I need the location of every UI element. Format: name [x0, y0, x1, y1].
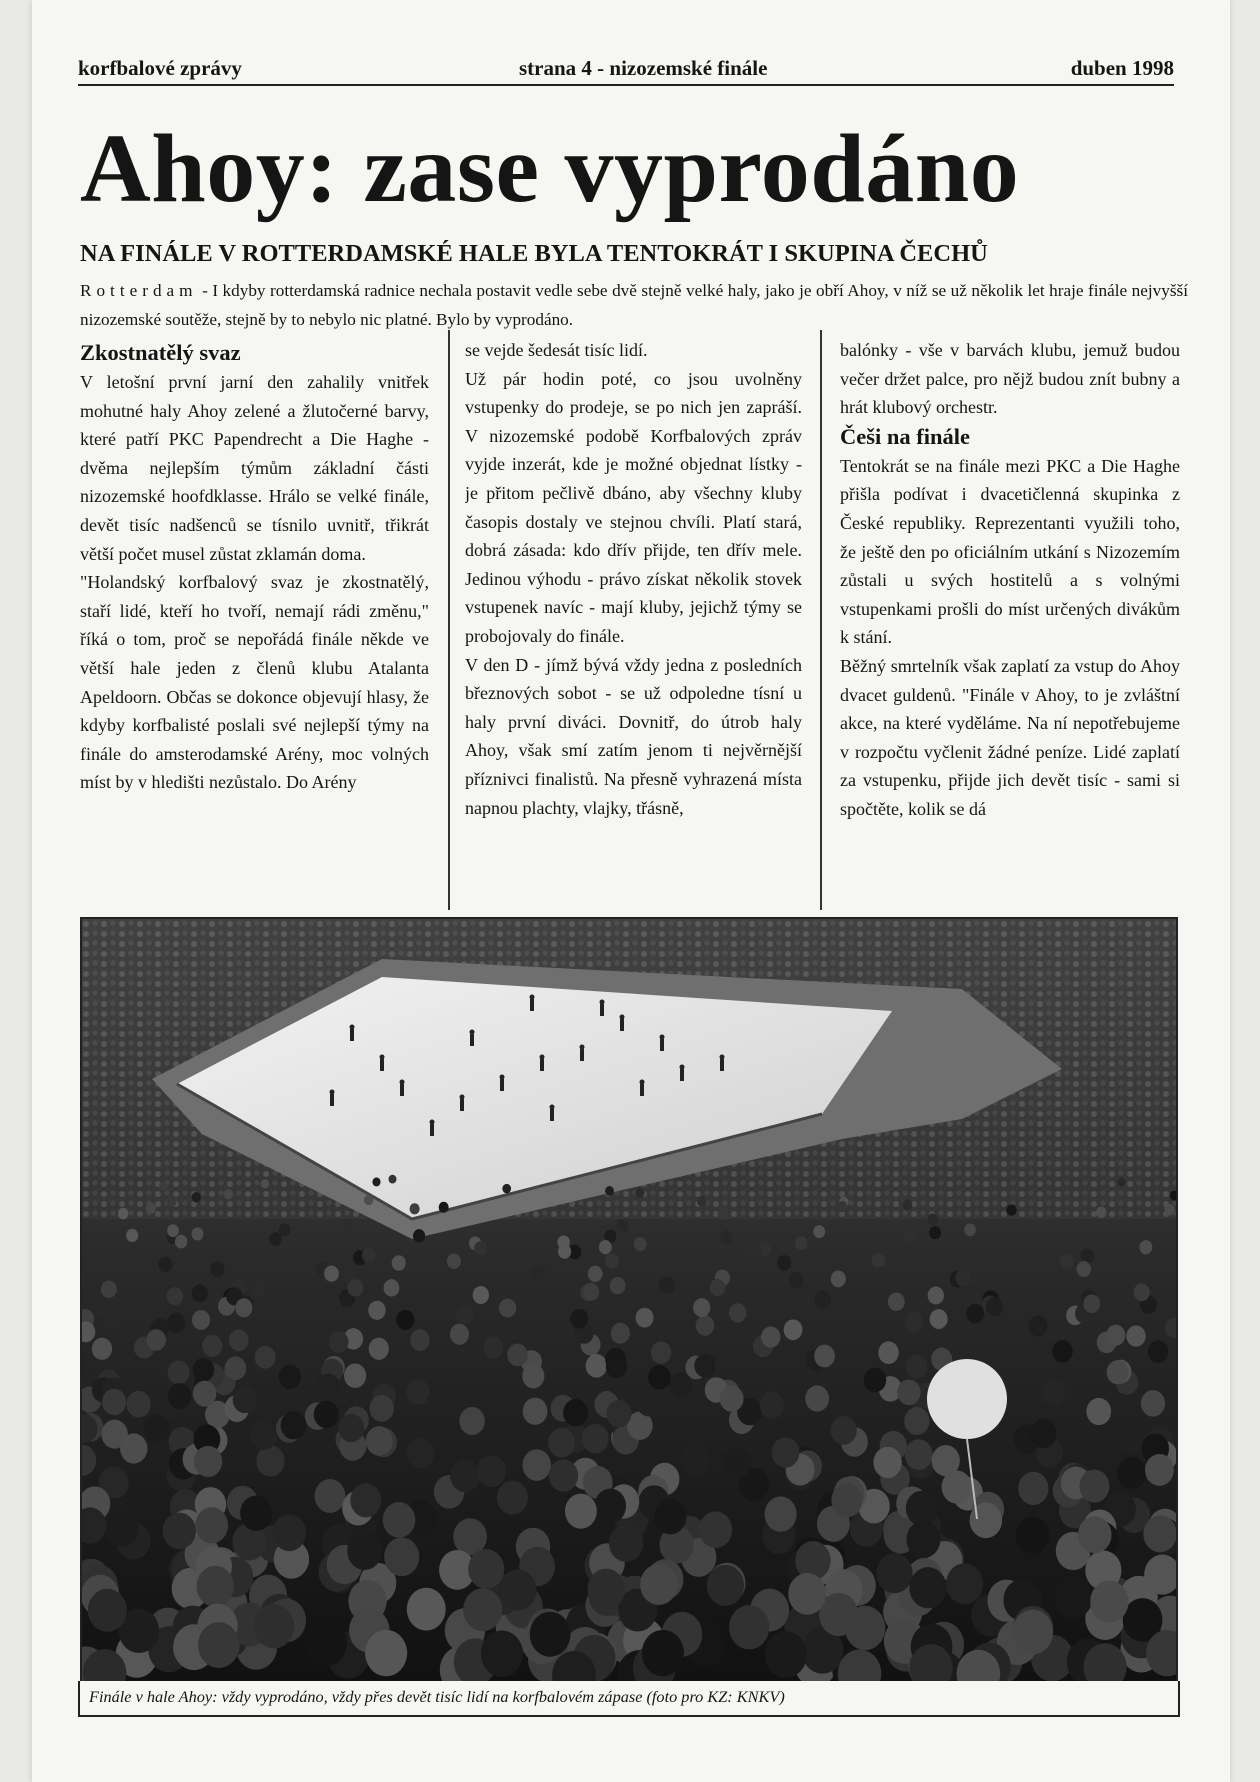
- spectator-head: [634, 1237, 647, 1251]
- spectator-head: [1107, 1360, 1129, 1384]
- spectator-head: [102, 1314, 120, 1334]
- spectator-head: [696, 1315, 715, 1335]
- spectator-head: [599, 1240, 612, 1254]
- spectator-head: [878, 1341, 899, 1364]
- spectator-head: [314, 1401, 339, 1428]
- spectator-head: [256, 1445, 284, 1476]
- spectator-head: [102, 1389, 126, 1415]
- spectator-head: [468, 1549, 504, 1589]
- spectator-head: [588, 1266, 603, 1282]
- spectator-head: [640, 1564, 677, 1605]
- spectator-head: [583, 1283, 599, 1301]
- spectator-head: [1013, 1610, 1054, 1655]
- spectator-head: [450, 1324, 469, 1345]
- spectator-head: [928, 1286, 944, 1304]
- spectator-head: [906, 1521, 940, 1558]
- spectator-head: [497, 1481, 528, 1515]
- paragraph: "Holandský korfbalový svaz je zkostnatělý, staří lidé, kteří ho tvoří, nemají rádi změnu," říká o tom, proč se nepořádá finále někde ve větší hale jeden z členů klubu Atalanta Apeldoorn. Občas se dokonce objevují hlasy, že kdyby korfbalisté poslali své nejlepší týmy na finále do amsterodamské Arény, moc volných míst by v hledišti nezůstalo. Do Arény: [80, 572, 429, 793]
- spectator-head: [1117, 1457, 1146, 1489]
- paragraph: Běžný smrtelník však zaplatí za vstup do Ahoy dvacet guldenů. "Finále v Ahoy, to je zvláštní akce, na které vyděláme. Na ní nepotřebujeme v rozpočtu vyčlenit žádné peníze. Lidé zaplatí za vstupenku, přijde jich devět tisíc - sami si spočtěte, kolik se dá: [840, 655, 1180, 819]
- spectator-head: [473, 1286, 489, 1304]
- spectator-head: [522, 1449, 551, 1480]
- spectator-head: [210, 1261, 224, 1277]
- spectator-head: [902, 1248, 916, 1263]
- spectator-head: [254, 1604, 294, 1648]
- spectator-head: [570, 1309, 588, 1329]
- spectator-head: [873, 1447, 901, 1478]
- spectator-head: [582, 1424, 609, 1453]
- spectator-head: [439, 1202, 449, 1213]
- spectator-head: [1060, 1254, 1074, 1269]
- spectator-head: [694, 1354, 715, 1378]
- spectator-head: [1117, 1178, 1125, 1187]
- spectator-head: [788, 1573, 826, 1615]
- spectator-head: [1139, 1240, 1152, 1254]
- spectator-head: [499, 1569, 537, 1610]
- paragraph: Už pár hodin poté, co jsou uvolněny vstupenky do prodeje, se po nich jen zapráší. V nizozemské podobě Korfbalových zpráv vyjde inzerát, kde je možné objednat lístky - je přitom pečlivě dbáno, aby všechny kluby časopis dostaly ve stejnou chvíli. Platí stará, dobrá zásada: kdo dřív přijde, ten dřív mele. Jedinou výhodu - právo získat několik stovek vstupenek navíc - mají kluby, jejichž týmy se probojovaly do finále.: [465, 368, 802, 646]
- spectator-head: [876, 1553, 912, 1593]
- spectator-head: [648, 1365, 670, 1390]
- spectator-head: [669, 1373, 692, 1398]
- spectator-head: [1141, 1390, 1165, 1417]
- spectator-head: [966, 1304, 984, 1323]
- spectator-head: [92, 1338, 112, 1360]
- paragraph: Tentokrát se na finále mezi PKC a Die Haghe přišla podívat i dvacetičlenná skupinka z České republiky. Reprezentanti využili toho, že ještě den po oficiálním utkání s Nizozemím zůstali u svých hostitelů a s volnými vstupenkami prošli do míst určených divákům k stání.: [840, 455, 1180, 648]
- spectator-head: [1143, 1515, 1176, 1552]
- spectator-head: [765, 1631, 807, 1677]
- spectator-head: [192, 1192, 201, 1202]
- column-rule: [448, 330, 450, 910]
- spectator-head: [530, 1612, 571, 1657]
- spectator-head: [906, 1355, 928, 1379]
- publication-name: korfbalové zprávy: [78, 56, 242, 80]
- player-figure: [470, 1030, 475, 1047]
- spectator-head: [970, 1502, 1003, 1538]
- spectator-head: [197, 1566, 234, 1607]
- spectator-head: [1054, 1577, 1092, 1619]
- spectator-head: [193, 1381, 216, 1407]
- spectator-head: [407, 1588, 446, 1631]
- spectator-head: [163, 1513, 196, 1550]
- spectator-head: [481, 1631, 523, 1677]
- spectator-head: [93, 1298, 110, 1317]
- spectator-head: [392, 1255, 406, 1270]
- spectator-head: [565, 1494, 597, 1529]
- spectator-head: [904, 1407, 929, 1435]
- spectator-head: [587, 1569, 625, 1610]
- spectator-head: [261, 1179, 269, 1188]
- spectator-head: [447, 1254, 461, 1269]
- spectator-head: [1145, 1454, 1174, 1486]
- spectator-head: [946, 1563, 983, 1604]
- spectator-head: [1018, 1472, 1048, 1505]
- spectator-head: [729, 1303, 747, 1322]
- spectator-head: [249, 1280, 265, 1297]
- spectator-head: [105, 1510, 138, 1546]
- player-figure: [500, 1075, 505, 1092]
- spectator-head: [347, 1279, 363, 1296]
- spectator-head: [904, 1230, 916, 1243]
- spectator-head: [831, 1271, 846, 1288]
- spectator-head: [864, 1368, 886, 1393]
- spectator-head: [760, 1392, 784, 1419]
- player-figure: [380, 1055, 385, 1072]
- spectator-head: [927, 1214, 938, 1226]
- spectator-head: [595, 1489, 627, 1524]
- spectator-head: [224, 1189, 233, 1199]
- spectator-head: [146, 1203, 156, 1214]
- spectator-head: [1126, 1325, 1145, 1346]
- spectator-head: [659, 1277, 675, 1294]
- player-figure: [720, 1055, 725, 1072]
- spectator-head: [1079, 1469, 1109, 1502]
- spectator-head: [609, 1524, 643, 1562]
- spectator-head: [456, 1305, 474, 1325]
- spectator-head: [1164, 1204, 1174, 1215]
- spectator-head: [369, 1395, 394, 1422]
- player-figure: [430, 1120, 435, 1137]
- spectator-head: [168, 1383, 192, 1409]
- spectator-head: [343, 1219, 354, 1231]
- spectator-head: [777, 1255, 791, 1270]
- spectator-head: [1078, 1516, 1112, 1553]
- spectator-head: [233, 1387, 257, 1413]
- spectator-head: [1077, 1261, 1091, 1277]
- page-number-section: strana 4 - nizozemské finále: [519, 56, 768, 80]
- spectator-head: [167, 1196, 177, 1207]
- arena-photo-illustration: [82, 919, 1176, 1681]
- spectator-head: [636, 1308, 654, 1328]
- section-heading: Češi na finále: [840, 423, 971, 449]
- player-figure: [580, 1045, 585, 1062]
- spectator-head: [251, 1421, 277, 1450]
- article-column-1: [80, 338, 429, 912]
- spectator-head: [932, 1445, 960, 1476]
- spectator-head: [159, 1182, 168, 1191]
- spectator-head: [329, 1331, 349, 1353]
- spectator-head: [837, 1201, 847, 1212]
- spectator-head: [813, 1225, 825, 1238]
- spectator-head: [281, 1411, 307, 1439]
- spectator-head: [279, 1223, 291, 1236]
- paragraph: V letošní první jarní den zahalily vnitřek mohutné haly Ahoy zelené a žlutočerné barvy, které patří PKC Papendrecht a Die Haghe - dvěma nejlepším týmům základní části nizozemské hoofdklasse. Hrálo se velké finále, devět tisíc nadšenců se tísnilo uvnitř, třikrát větší počet musel zůstat zklamán doma.: [80, 372, 429, 564]
- spectator-head: [831, 1483, 862, 1517]
- spectator-head: [463, 1588, 502, 1631]
- spectator-head: [720, 1386, 744, 1412]
- spectator-head: [499, 1299, 516, 1318]
- spectator-head: [273, 1514, 306, 1551]
- spectator-head: [909, 1567, 946, 1608]
- spectator-head: [964, 1223, 976, 1236]
- spectator-head: [195, 1507, 228, 1543]
- spectator-head: [175, 1235, 188, 1249]
- spectator-head: [905, 1439, 933, 1470]
- paragraph: balónky - vše v barvách klubu, jemuž budou večer držet palce, pro nějž budou znít bubny a hrát klubový orchestr.: [840, 340, 1180, 418]
- spectator-head: [343, 1264, 358, 1280]
- spectator-head: [1006, 1205, 1016, 1216]
- spectator-head: [347, 1532, 382, 1570]
- spectator-head: [167, 1224, 179, 1237]
- spectator-head: [606, 1355, 628, 1379]
- spectator-head: [654, 1499, 686, 1535]
- spectator-head: [607, 1400, 632, 1427]
- spectator-head: [372, 1177, 380, 1186]
- spectator-head: [384, 1537, 419, 1576]
- spectator-head: [198, 1622, 240, 1668]
- spectator-head: [383, 1502, 416, 1538]
- spectator-head: [748, 1242, 761, 1256]
- spectator-head: [697, 1196, 707, 1207]
- photo-caption-box: [78, 1681, 1180, 1717]
- spectator-head: [611, 1323, 630, 1344]
- spectator-head: [410, 1203, 420, 1214]
- spectator-head: [269, 1232, 281, 1246]
- spectator-head: [317, 1373, 340, 1398]
- spectator-head: [1086, 1398, 1111, 1425]
- spectator-head: [477, 1455, 506, 1487]
- spectator-head: [930, 1309, 948, 1329]
- spectator-head: [872, 1253, 886, 1268]
- spectator-head: [364, 1195, 374, 1205]
- spectator-head: [368, 1301, 385, 1320]
- paragraph: se vejde šedesát tisíc lidí.: [465, 340, 648, 360]
- spectator-head: [1090, 1580, 1128, 1622]
- photo-caption: Finále v hale Ahoy: vždy vyprodáno, vždy přes devět tisíc lidí na korfbalovém zápase (foto pro KZ: KNKV): [89, 1687, 785, 1706]
- spectator-head: [507, 1344, 528, 1367]
- paragraph: V den D - jímž bývá vždy jedna z posledních březnových sobot - se už odpoledne tísní u haly první diváci. Dovnitř, do útrob haly Ahoy, však smí zatím jenom ti nejvěrnější příznivci finalistů. Na přesně vyhrazená místa napnou plachty, vlajky, třásně,: [465, 654, 802, 818]
- spectator-head: [563, 1399, 588, 1426]
- spectator-head: [1042, 1379, 1065, 1405]
- article-title: Ahoy: zase vyprodáno: [80, 115, 1020, 223]
- spectator-head: [459, 1407, 484, 1435]
- spectator-head: [814, 1290, 831, 1308]
- spectator-head: [955, 1270, 970, 1287]
- spectator-head: [324, 1265, 339, 1281]
- spectator-head: [761, 1326, 780, 1347]
- spectator-head: [406, 1438, 434, 1469]
- spectator-head: [225, 1356, 247, 1380]
- spectator-head: [681, 1445, 709, 1476]
- article-column-3: [840, 336, 1180, 910]
- spectator-head: [1083, 1294, 1100, 1313]
- spectator-head: [192, 1227, 204, 1240]
- spectator-head: [765, 1496, 797, 1531]
- page-header: [78, 54, 1174, 86]
- spectator-head: [410, 1329, 430, 1351]
- spectator-head: [305, 1621, 346, 1667]
- article-lead: [80, 276, 1188, 334]
- spectator-head: [718, 1208, 729, 1220]
- spectator-head: [610, 1277, 626, 1294]
- spectator-head: [396, 1310, 414, 1330]
- spectator-head: [903, 1199, 913, 1210]
- spectator-head: [805, 1385, 829, 1411]
- spectator-head: [557, 1235, 570, 1249]
- spectator-head: [693, 1298, 710, 1317]
- spectator-head: [1016, 1517, 1050, 1554]
- spectator-head: [483, 1336, 503, 1358]
- spectator-head: [413, 1229, 425, 1242]
- spectator-head: [338, 1414, 364, 1443]
- spectator-head: [1106, 1325, 1125, 1346]
- spectator-head: [362, 1248, 376, 1263]
- spectator-head: [795, 1236, 808, 1250]
- spectator-head: [158, 1256, 172, 1272]
- spectator-head: [235, 1298, 252, 1317]
- spectator-head: [905, 1312, 923, 1332]
- spectator-head: [384, 1279, 400, 1296]
- spectator-head: [888, 1292, 905, 1311]
- article-subtitle: NA FINÁLE V ROTTERDAMSKÉ HALE BYLA TENTOKRÁT I SKUPINA ČECHŮ: [80, 240, 988, 267]
- spectator-head: [144, 1414, 170, 1443]
- spectator-head: [549, 1459, 578, 1491]
- spectator-head: [789, 1272, 804, 1289]
- spectator-head: [605, 1186, 614, 1196]
- spectator-head: [548, 1428, 575, 1458]
- player-figure: [350, 1025, 355, 1042]
- spectator-head: [1096, 1206, 1106, 1217]
- spectator-head: [350, 1483, 381, 1517]
- spectator-head: [167, 1313, 185, 1333]
- spectator-head: [202, 1335, 222, 1357]
- spectator-head: [194, 1446, 222, 1477]
- spectator-head: [315, 1479, 346, 1513]
- player-figure: [530, 995, 535, 1012]
- arena-photo: [80, 917, 1178, 1683]
- column-rule: [820, 330, 822, 910]
- spectator-head: [729, 1605, 769, 1649]
- spectator-head: [784, 1319, 803, 1340]
- spectator-head: [120, 1433, 147, 1463]
- spectator-head: [522, 1364, 544, 1388]
- player-figure: [330, 1090, 335, 1107]
- player-figure: [660, 1035, 665, 1052]
- spectator-head: [699, 1511, 732, 1548]
- spectator-head: [720, 1231, 732, 1244]
- spectator-head: [1052, 1340, 1072, 1362]
- spectator-head: [193, 1358, 215, 1382]
- lead-text: - I kdyby rotterdamská radnice nechala postavit vedle sebe dvě stejně velké haly, jako je obří Ahoy, v níž se už několik let hraje finále nejvyšší nizozemské soutěže, stejně by to nebylo nic platné. Bylo by vyprodáno.: [80, 281, 1188, 329]
- spectator-head: [167, 1287, 183, 1305]
- spectator-head: [450, 1460, 479, 1492]
- spectator-head: [1134, 1283, 1150, 1301]
- player-figure: [550, 1105, 555, 1122]
- spectator-head: [365, 1630, 407, 1676]
- spectator-head: [642, 1630, 684, 1676]
- player-figure: [640, 1080, 645, 1097]
- spectator-head: [723, 1448, 751, 1479]
- player-figure: [680, 1065, 685, 1082]
- spectator-head: [1030, 1419, 1056, 1448]
- spectator-head: [388, 1175, 396, 1184]
- spectator-head: [255, 1346, 276, 1369]
- spectator-head: [240, 1496, 272, 1531]
- spectator-head: [126, 1229, 138, 1242]
- spectator-head: [192, 1284, 208, 1302]
- spectator-head: [772, 1437, 800, 1467]
- spectator-head: [146, 1329, 166, 1351]
- player-figure: [460, 1095, 465, 1112]
- spectator-head: [1148, 1340, 1168, 1362]
- spectator-head: [523, 1398, 548, 1425]
- spectator-head: [831, 1416, 857, 1445]
- spectator-head: [986, 1297, 1003, 1316]
- spectator-head: [906, 1491, 938, 1526]
- spectator-head: [710, 1279, 726, 1296]
- issue-date: duben 1998: [1070, 56, 1174, 80]
- player-figure: [540, 1055, 545, 1072]
- spectator-head: [279, 1365, 301, 1389]
- spectator-head: [474, 1241, 487, 1255]
- spectator-head: [344, 1364, 366, 1388]
- spectator-head: [126, 1391, 150, 1418]
- spectator-head: [605, 1253, 619, 1268]
- spectator-head: [229, 1329, 249, 1351]
- spectator-head: [929, 1226, 941, 1239]
- spectator-head: [192, 1310, 210, 1330]
- spectator-head: [635, 1188, 644, 1198]
- player-figure: [400, 1080, 405, 1097]
- spectator-head: [406, 1379, 429, 1405]
- dateline: Rotterdam: [80, 281, 198, 300]
- spectator-head: [897, 1379, 920, 1405]
- article-column-2: [465, 336, 802, 910]
- spectator-head: [366, 1426, 393, 1456]
- spectator-head: [118, 1208, 128, 1220]
- spectator-head: [707, 1565, 744, 1606]
- spectator-head: [637, 1390, 661, 1417]
- spectator-head: [586, 1354, 607, 1378]
- spectator-head: [168, 1360, 190, 1384]
- balloon: [927, 1359, 1007, 1439]
- spectator-head: [814, 1345, 835, 1368]
- spectator-head: [531, 1265, 546, 1281]
- spectator-head: [845, 1606, 885, 1650]
- spectator-head: [88, 1589, 127, 1632]
- spectator-head: [502, 1184, 511, 1194]
- spectator-head: [1029, 1316, 1048, 1336]
- player-figure: [600, 1000, 605, 1017]
- section-heading: Zkostnatělý svaz: [80, 340, 241, 365]
- spectator-head: [101, 1281, 117, 1299]
- spectator-head: [651, 1341, 671, 1364]
- player-figure: [620, 1015, 625, 1032]
- spectator-head: [369, 1338, 389, 1360]
